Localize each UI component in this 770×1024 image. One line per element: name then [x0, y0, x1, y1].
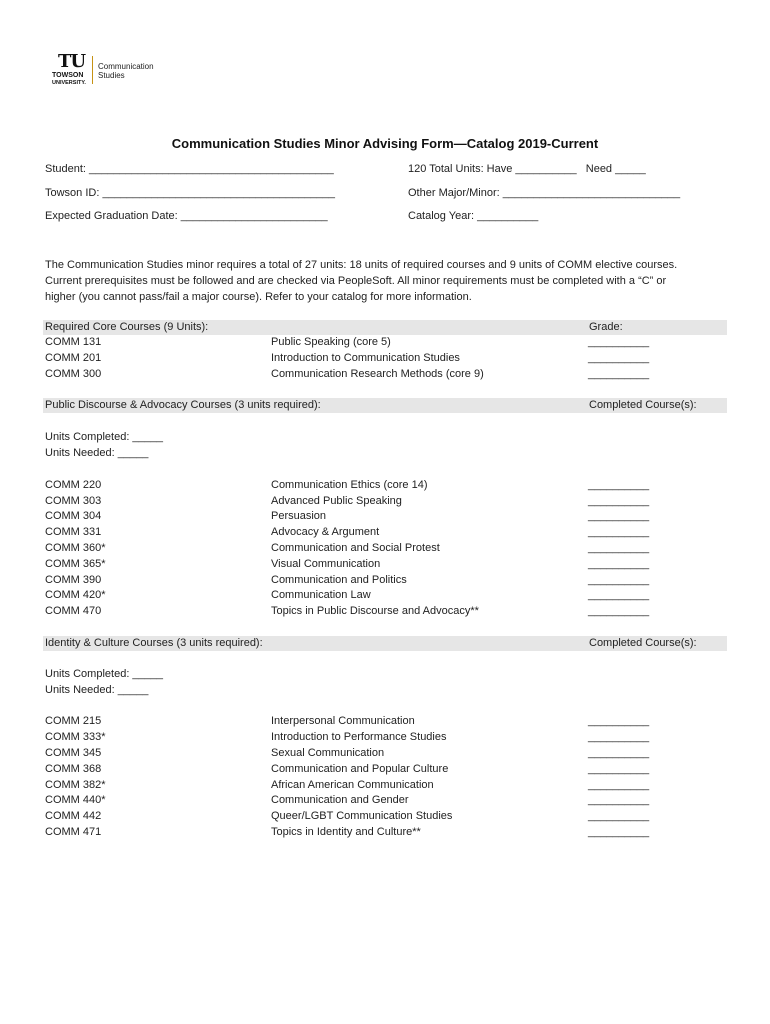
course-code: COMM 420* — [45, 589, 106, 601]
course-name: Visual Communication — [271, 558, 381, 570]
course-code: COMM 303 — [45, 495, 102, 507]
course-name: Advocacy & Argument — [271, 526, 380, 538]
logo-divider — [92, 56, 93, 84]
logo-university-line2: UNIVERSITY. — [52, 80, 86, 86]
course-code: COMM 331 — [45, 526, 102, 538]
form-title: Communication Studies Minor Advising Form—Catalog 2019-Current — [171, 136, 599, 151]
public-discourse-section-title: Public Discourse & Advocacy Courses (3 units required): — [45, 399, 321, 411]
course-code: COMM 471 — [45, 826, 102, 838]
course-name: Communication and Politics — [271, 574, 407, 586]
course-code: COMM 442 — [45, 810, 102, 822]
course-name: Public Speaking (core 5) — [271, 336, 391, 348]
course-name: Communication Research Methods (core 9) — [271, 368, 484, 380]
completion-blank[interactable]: __________ — [588, 826, 650, 838]
logo-dept-line1: Communication — [98, 62, 154, 71]
completion-blank[interactable]: __________ — [588, 558, 650, 570]
towson-communication-studies-logo — [52, 51, 162, 90]
grade-label: Grade: — [589, 321, 623, 333]
course-code: COMM 345 — [45, 747, 102, 759]
course-code: COMM 300 — [45, 368, 102, 380]
logo-dept-line2: Studies — [98, 71, 125, 80]
units-completed-field[interactable]: Units Completed: _____ — [45, 431, 164, 443]
completed-courses-label: Completed Course(s): — [589, 399, 697, 411]
graduation-date-field[interactable]: Expected Graduation Date: ________________________ — [45, 210, 328, 222]
course-name: Advanced Public Speaking — [271, 495, 402, 507]
intro-line: Current prerequisites must be followed and are checked via PeopleSoft. All minor requirements must be completed with a “C” or — [45, 275, 667, 287]
course-code: COMM 215 — [45, 715, 102, 727]
logo-university-line1: TOWSON — [52, 72, 84, 79]
tu-logo-mark: TU — [58, 51, 86, 72]
course-code: COMM 390 — [45, 574, 102, 586]
course-name: Interpersonal Communication — [271, 715, 415, 727]
grade-blank[interactable]: __________ — [588, 352, 650, 364]
units-needed-field[interactable]: Units Needed: _____ — [45, 447, 149, 459]
completion-blank[interactable]: __________ — [588, 715, 650, 727]
catalog-year-field[interactable]: Catalog Year: __________ — [408, 210, 539, 222]
completion-blank[interactable]: __________ — [588, 495, 650, 507]
course-code: COMM 220 — [45, 479, 102, 491]
course-code: COMM 304 — [45, 510, 102, 522]
course-name: Introduction to Performance Studies — [271, 731, 447, 743]
completion-blank[interactable]: __________ — [588, 589, 650, 601]
course-code: COMM 440* — [45, 794, 106, 806]
completion-blank[interactable]: __________ — [588, 731, 650, 743]
completion-blank[interactable]: __________ — [588, 794, 650, 806]
completion-blank[interactable]: __________ — [588, 763, 650, 775]
grade-blank[interactable]: __________ — [588, 368, 650, 380]
course-name: Sexual Communication — [271, 747, 385, 759]
course-code: COMM 360* — [45, 542, 106, 554]
intro-paragraph — [45, 257, 725, 305]
course-name: Communication and Popular Culture — [271, 763, 449, 775]
identity-culture-section-title: Identity & Culture Courses (3 units required): — [45, 637, 263, 649]
other-major-minor-field[interactable]: Other Major/Minor: _____________________________ — [408, 187, 681, 199]
course-name: African American Communication — [271, 779, 434, 791]
course-name: Communication Ethics (core 14) — [271, 479, 428, 491]
course-name: Introduction to Communication Studies — [271, 352, 460, 364]
course-code: COMM 470 — [45, 605, 102, 617]
intro-line: higher (you cannot pass/fail a major course). Refer to your catalog for more information. — [45, 291, 472, 303]
towson-id-field[interactable]: Towson ID: ______________________________________ — [45, 187, 335, 199]
course-code: COMM 382* — [45, 779, 106, 791]
completed-courses-label: Completed Course(s): — [589, 637, 697, 649]
completion-blank[interactable]: __________ — [588, 810, 650, 822]
course-name: Topics in Public Discourse and Advocacy** — [271, 605, 479, 617]
course-name: Communication and Gender — [271, 794, 409, 806]
completion-blank[interactable]: __________ — [588, 479, 650, 491]
completion-blank[interactable]: __________ — [588, 779, 650, 791]
completion-blank[interactable]: __________ — [588, 605, 650, 617]
intro-line: The Communication Studies minor requires a total of 27 units: 18 units of required courses and 9 units of COMM elective courses. — [45, 259, 678, 271]
core-section-title: Required Core Courses (9 Units): — [45, 321, 209, 333]
course-name: Communication and Social Protest — [271, 542, 440, 554]
student-field[interactable]: Student: ________________________________________ — [45, 163, 334, 175]
course-name: Communication Law — [271, 589, 371, 601]
completion-blank[interactable]: __________ — [588, 542, 650, 554]
course-name: Topics in Identity and Culture** — [271, 826, 421, 838]
units-completed-field[interactable]: Units Completed: _____ — [45, 668, 164, 680]
course-name: Persuasion — [271, 510, 327, 522]
completion-blank[interactable]: __________ — [588, 526, 650, 538]
course-code: COMM 368 — [45, 763, 102, 775]
course-code: COMM 365* — [45, 558, 106, 570]
completion-blank[interactable]: __________ — [588, 510, 650, 522]
grade-blank[interactable]: __________ — [588, 336, 650, 348]
units-needed-field[interactable]: Units Needed: _____ — [45, 684, 149, 696]
course-code: COMM 333* — [45, 731, 106, 743]
course-name: Queer/LGBT Communication Studies — [271, 810, 453, 822]
completion-blank[interactable]: __________ — [588, 747, 650, 759]
course-code: COMM 131 — [45, 336, 102, 348]
total-units-field[interactable]: 120 Total Units: Have __________ Need _____ — [408, 163, 646, 175]
course-code: COMM 201 — [45, 352, 102, 364]
completion-blank[interactable]: __________ — [588, 574, 650, 586]
